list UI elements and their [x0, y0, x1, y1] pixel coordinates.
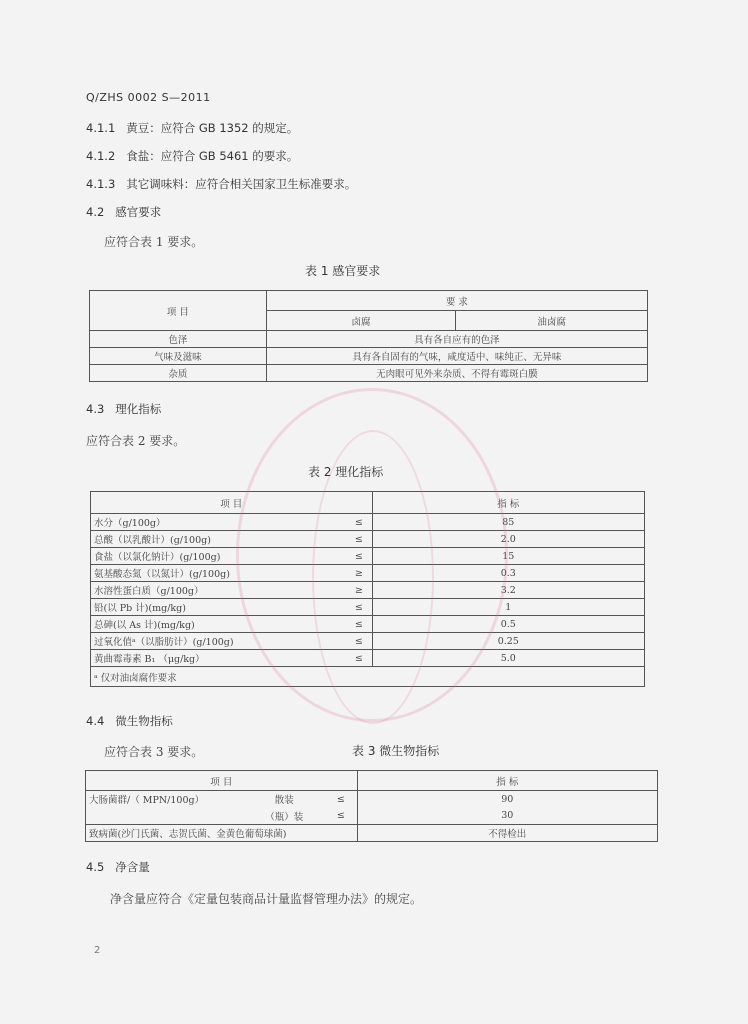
table-1-header-item: 项 目: [90, 291, 267, 331]
section-number: 4.3: [86, 402, 105, 416]
table-cell: 85: [372, 514, 644, 531]
table-cell: ≥: [346, 565, 372, 582]
table-1-caption: 表 1 感官要求: [305, 264, 381, 278]
table-cell: 2.0: [372, 531, 644, 548]
table-cell: 30: [357, 808, 657, 825]
physicochemical-table: [90, 491, 645, 687]
table-row: [90, 365, 648, 382]
clause-text: 食盐：应符合 GB 5461 的要求。: [126, 149, 299, 163]
table-cell: 食盐（以氯化钠计）(g/100g): [91, 548, 347, 565]
table-3-header-value: 指 标: [357, 771, 657, 791]
table-cell: 氨基酸态氮（以氮计）(g/100g): [91, 565, 347, 582]
microbial-table: [85, 770, 658, 842]
section-4-5-body: 净含量应符合《定量包装商品计量监督管理办法》的规定。: [110, 892, 423, 906]
table-cell: 无肉眼可见外来杂质、不得有霉斑白膜: [266, 365, 647, 382]
table-cell: ≤: [325, 808, 357, 825]
table-row: [91, 616, 645, 633]
section-title: 微生物指标: [115, 714, 173, 728]
table-cell: 水分（g/100g）: [91, 514, 347, 531]
section-4-2-heading: [86, 207, 161, 219]
table-row: [91, 565, 645, 582]
section-4-2-body: 应符合表 1 要求。: [104, 235, 204, 249]
sensory-table: [89, 290, 648, 382]
table-cell: （瓶）装: [243, 808, 325, 825]
table-cell: 气味及滋味: [90, 348, 267, 365]
table-cell: ≤: [346, 599, 372, 616]
table-note-row: [91, 667, 645, 687]
table-cell: 1: [372, 599, 644, 616]
section-4-4-body: 应符合表 3 要求。: [104, 745, 204, 759]
table-3-header-item: 项 目: [86, 771, 358, 791]
clause-4-1-1: [86, 123, 298, 135]
table-cell: 总酸（以乳酸计）(g/100g): [91, 531, 347, 548]
table-3-caption: 表 3 微生物指标: [352, 744, 440, 758]
table-cell: ≤: [325, 791, 357, 808]
table-cell: ≤: [346, 514, 372, 531]
table-row: [90, 348, 648, 365]
table-cell: ≤: [346, 650, 372, 667]
table-cell: ≤: [346, 548, 372, 565]
table-1-header-requirement: 要 求: [266, 291, 647, 311]
table-cell: [86, 808, 244, 825]
section-title: 理化指标: [115, 402, 162, 416]
table-cell: 黄曲霉毒素 B₁ （μg/kg）: [91, 650, 347, 667]
table-cell: ≤: [346, 633, 372, 650]
clause-4-1-2: [86, 151, 298, 163]
table-2-caption: 表 2 理化指标: [308, 465, 384, 479]
table-cell: ≥: [346, 582, 372, 599]
clause-number: 4.1.3: [86, 177, 116, 191]
table-cell: 具有各自应有的色泽: [266, 331, 647, 348]
table-cell: 色泽: [90, 331, 267, 348]
table-row: [91, 633, 645, 650]
table-cell: 散装: [243, 791, 325, 808]
table-2-header-value: 指 标: [372, 492, 644, 514]
table-cell: 杂质: [90, 365, 267, 382]
table-row: [91, 599, 645, 616]
table-row: [91, 582, 645, 599]
clause-4-1-3: [86, 179, 356, 191]
section-4-3-heading: [86, 404, 161, 416]
table-1-header-sub1: 卤腐: [266, 311, 456, 331]
table-cell: 15: [372, 548, 644, 565]
clause-text: 其它调味料：应符合相关国家卫生标准要求。: [126, 177, 357, 191]
clause-number: 4.1.1: [86, 121, 116, 135]
table-row: [86, 825, 658, 842]
section-4-5-heading: [86, 862, 150, 874]
table-row: [91, 531, 645, 548]
table-cell: 具有各自固有的气味，咸度适中、味纯正、无异味: [266, 348, 647, 365]
table-cell: 不得检出: [357, 825, 657, 842]
clause-text: 黄豆：应符合 GB 1352 的规定。: [126, 121, 299, 135]
table-row: [86, 808, 658, 825]
table-cell: 总砷(以 As 计)(mg/kg): [91, 616, 347, 633]
section-number: 4.4: [86, 714, 105, 728]
table-row: [91, 514, 645, 531]
section-number: 4.2: [86, 205, 105, 219]
table-cell: 3.2: [372, 582, 644, 599]
section-4-4-heading: [86, 716, 173, 728]
section-title: 感官要求: [115, 205, 162, 219]
table-cell: 0.25: [372, 633, 644, 650]
table-cell: 致病菌(沙门氏菌、志贺氏菌、金黄色葡萄球菌): [86, 825, 358, 842]
table-cell: 水溶性蛋白质（g/100g）: [91, 582, 347, 599]
clause-number: 4.1.2: [86, 149, 116, 163]
table-row: [86, 791, 658, 808]
table-cell: 大肠菌群/（ MPN/100g）: [86, 791, 244, 808]
table-cell: 0.5: [372, 616, 644, 633]
table-cell: ≤: [346, 531, 372, 548]
section-title: 净含量: [115, 860, 150, 874]
table-cell: 90: [357, 791, 657, 808]
table-row: [90, 331, 648, 348]
standard-code: Q/ZHS 0002 S—2011: [86, 91, 211, 104]
table-cell: 过氧化值ᵃ（以脂肪计）(g/100g): [91, 633, 347, 650]
table-cell: 0.3: [372, 565, 644, 582]
table-cell: 5.0: [372, 650, 644, 667]
table-1-header-sub2: 油卤腐: [456, 311, 648, 331]
table-2-footnote: ᵃ 仅对油卤腐作要求: [91, 667, 645, 687]
table-row: [91, 650, 645, 667]
section-4-3-body: 应符合表 2 要求。: [86, 434, 186, 448]
table-2-header-item: 项 目: [91, 492, 373, 514]
table-row: [91, 548, 645, 565]
page-number: 2: [94, 945, 101, 956]
section-number: 4.5: [86, 860, 105, 874]
table-cell: ≤: [346, 616, 372, 633]
table-cell: 铅(以 Pb 计)(mg/kg): [91, 599, 347, 616]
